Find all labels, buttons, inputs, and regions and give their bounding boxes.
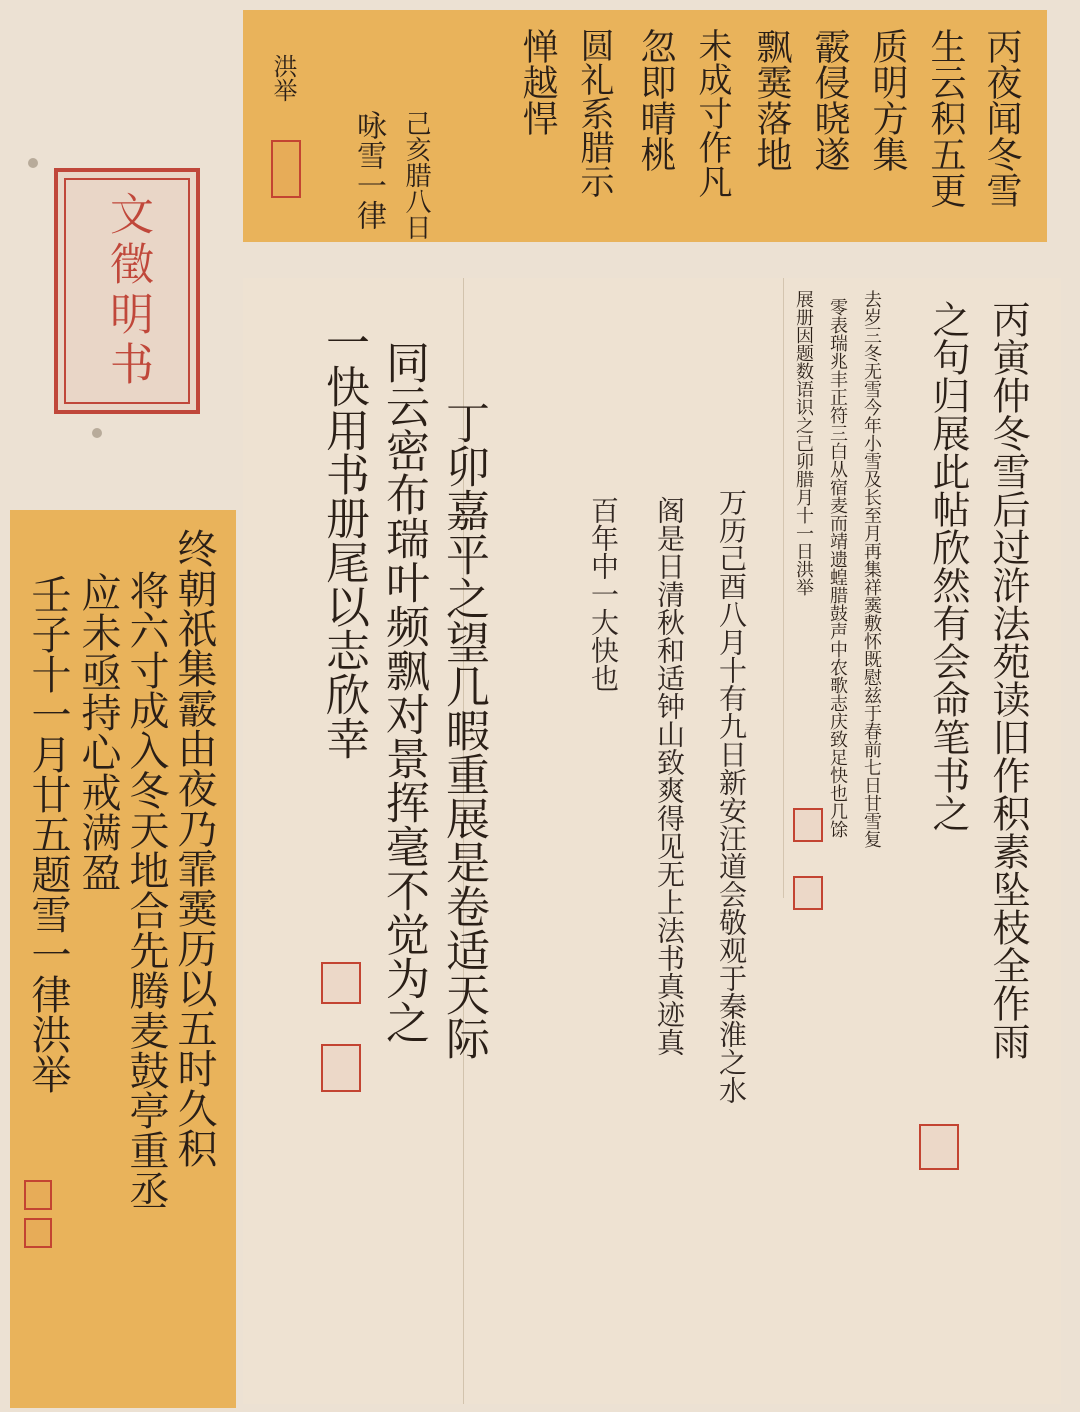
top-col-12: 洪举 <box>269 54 297 102</box>
top-panel-columns <box>243 10 1047 242</box>
top-col-1: 丙夜闻冬雪 <box>981 28 1022 208</box>
middle-col-3: 一快用书册尾以志欣幸 <box>318 320 369 760</box>
top-col-5: 飘霙落地 <box>751 28 792 172</box>
top-col-10: 己亥腊八日 <box>401 110 431 240</box>
middle-seal-2 <box>321 1044 361 1092</box>
top-col-8: 圆礼系腊示 <box>574 28 614 198</box>
mounting-hole <box>28 158 38 168</box>
right-main-col-1: 丙寅仲冬雪后过浒法苑读旧作积素坠枝全作雨 <box>986 300 1030 1060</box>
colophon-col-1: 万历己酉八月十有九日新安汪道会敬观于秦淮之水 <box>715 488 748 1104</box>
mounting-hole <box>92 428 102 438</box>
top-col-4: 霰侵晓遂 <box>809 28 850 172</box>
left-col-1: 终朝祇集霰由夜乃霏霙历以五时久积 <box>171 528 217 1168</box>
left-gold-inscription-panel <box>10 510 236 1408</box>
middle-col-1: 丁卯嘉平之望几暇重展是卷适天际 <box>438 400 489 1060</box>
left-seal-2 <box>24 1218 52 1248</box>
colophon-col-3: 百年中一大快也 <box>587 496 620 692</box>
top-col-6: 未成寸作凡 <box>692 28 732 198</box>
left-seal-1 <box>24 1180 52 1210</box>
colophon-col-2: 阁是日清秋和适钟山致爽得见无上法书真迹真 <box>653 496 686 1056</box>
annotation-col-2: 零表瑞兆丰正符三白从宿麦而靖遗蝗腊鼓声中农歌志庆致足快也几馀 <box>827 298 848 838</box>
main-paper-panel <box>243 278 1061 1404</box>
annotation-seal-2 <box>793 876 823 910</box>
top-col-2: 生云积五更 <box>925 28 966 208</box>
left-col-4: 壬子十一月廿五题雪一律洪举 <box>25 574 71 1094</box>
top-col-11: 咏雪一律 <box>351 110 386 230</box>
middle-col-2: 同云密布瑞叶频飘对景挥毫不觉为之 <box>378 340 429 1044</box>
top-panel-seal <box>271 140 301 198</box>
large-seal-text: 文徵明书 <box>102 191 153 391</box>
left-col-3: 应未亟持心戒满盈 <box>75 572 121 892</box>
left-col-2: 将六寸成入冬天地合先腾麦鼓亭重丞 <box>123 570 169 1210</box>
annotation-col-3: 展册因题数语识之己卯腊月十一日洪举 <box>793 290 814 596</box>
middle-seal-1 <box>321 962 361 1004</box>
annotation-block <box>783 278 894 898</box>
top-col-3: 质明方集 <box>867 28 908 172</box>
annotation-col-1: 去岁三冬无雪今年小雪及长至月再集祥霙敷怀既慰兹于春前七日甘雪复 <box>861 290 882 848</box>
right-main-seal <box>919 1124 959 1170</box>
large-red-seal <box>54 168 200 414</box>
annotation-seal-1 <box>793 808 823 842</box>
top-col-7: 忽即晴桃 <box>635 28 676 172</box>
top-col-9: 惮越悍 <box>517 28 558 136</box>
right-main-col-2: 之句归展此帖欣然有会命笔书之 <box>926 300 970 832</box>
top-gold-inscription-panel <box>243 10 1047 242</box>
